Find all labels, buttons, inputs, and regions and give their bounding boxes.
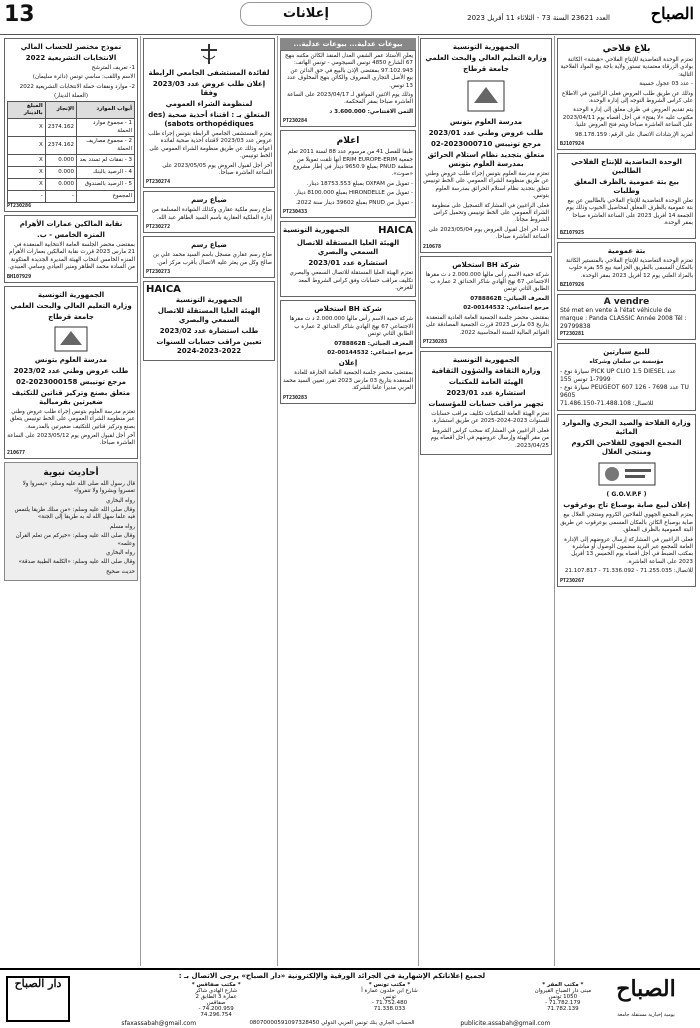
table-cell: 0.000 — [45, 155, 76, 167]
ad-auction — [557, 153, 696, 239]
haica-logo: HAICA — [378, 224, 413, 236]
column-3 — [280, 38, 416, 966]
page-footer — [0, 968, 700, 1027]
ad-text: بمقتضى محضر جلسة الجمعية العامة الخارقة للعادة المنعقدة بتاريخ 03 مارس 2023 تقرر تعيين السيد محمد العربي مديرا عاما للشركة. — [283, 370, 413, 392]
ad-text: وذلك يوم الاثنين الموافق لـ 2023/04/17 على الساعة العاشرة صباحا بمقر المحكمة. — [287, 92, 413, 106]
dar-assabah-logo: دار الصباح — [6, 976, 70, 1022]
office-name: * مكتب المقر * — [542, 982, 584, 988]
table-unit: (العملة الدينار) — [53, 93, 89, 100]
ad-text: - تمويل من OXFAM بمبلغ 18753.553 دينار. — [306, 180, 413, 187]
ad-header: وزارة التعليم العالي والبحث العلمي — [10, 301, 132, 310]
ad-text: وذلك عن طريق طلب العروض فعلى الراغبين في الاطلاع على كراس الشروط التوجه إلى إدارة الوحدة. — [561, 90, 693, 105]
ad-subtitle: مرجع تونيبس 2023000710-02 — [430, 140, 542, 148]
ad-subtitle: لمنظومة الشراء العمومي — [165, 100, 253, 108]
table-row — [8, 119, 135, 137]
table-header: الإنجاز — [45, 101, 76, 119]
table-cell: X — [8, 167, 46, 179]
ad-text: لمزيد الإرشادات الاتصال على الرقم: 98.178.159 — [575, 131, 693, 138]
school-logo-icon — [423, 76, 549, 116]
ad-text: 2- موارد ونفقات حملة الانتخابات التشريعية 2022 — [19, 83, 135, 90]
ad-title: طلب عروض وطني عدد 2023/02 — [13, 366, 129, 375]
ad-campaign-finance — [4, 38, 138, 212]
ad-subtitle: متعلق بصنع وتركيز قناتين للتكثيف ضغيرتين بقرمبالية — [11, 388, 131, 406]
ad-ref: PT230283 — [423, 338, 448, 345]
ad-cars-sale — [557, 343, 696, 411]
office-address: مبنى دار الصباح القيروان 1050 تونس — [534, 988, 592, 1000]
office-hq — [420, 982, 592, 1018]
ad-text: فعلى الراغبين في المشاركة إرسال عروضهم إلى الإدارة العامة للمجمع عبر البريد مضمون الوصول أو مباشرة بمكتب الضبط في أجل أقصاه يوم الخميس 13 أفريل 2023 على الساعة العاشرة. — [564, 536, 693, 565]
ad-text: آخر أجل لقبول العروض يوم 2023/05/05 على الساعة العاشرة صباحا. — [162, 162, 272, 177]
hadith-text: وقال صلى الله عليه وسلم: «من سلك طريقا يلتمس فيه علما سهل الله له به طريقا إلى الجنة» — [14, 506, 135, 521]
table-cell: 5 - الرصيد بالصندوق — [76, 179, 134, 191]
ad-text: تعتزم مدرسة العلوم بتونس إجراء طلب عروض وطني عن طريق منظومة الشراء العمومي على الخط تونيبس تتعلق بتجديد نظام استلام الحرائق بمدرسة العلوم بتونس. — [423, 171, 549, 200]
page-number: 13 — [4, 2, 35, 27]
column-divider — [277, 36, 278, 966]
column-4 — [143, 38, 275, 966]
ad-title: استشارة عدد 2023/01 — [308, 259, 388, 268]
ad-text: 1- تعريف المترشح — [91, 65, 135, 71]
ad-bh-recovery-2 — [280, 300, 416, 403]
ad-text: يتم تقديم العروض في ظرف مغلق إلى إدارة الوحدة مكتوب عليه «لا يفتح» في أجل أقصاه يوم 2023/04/11 على الساعة العاشرة صباحا ويتم فتح العروض علنيا. — [562, 107, 693, 129]
ad-libraries — [420, 351, 552, 455]
office-name: * مكتب صفاقس * — [191, 982, 241, 988]
ad-text: - تمويل من PNUD بمبلغ 39602 دينار سنة 2022. — [295, 199, 413, 206]
haica-logo: HAICA — [146, 284, 181, 296]
ad-title: شركة BH استخلاص — [314, 305, 382, 314]
ad-agri-notice — [557, 38, 696, 150]
ad-header: الجمهورية التونسية — [175, 296, 243, 305]
ad-title: وزارة الفلاحة والصيد البحري والموارد المائية — [562, 419, 691, 437]
ad-text: - سيارة نوع PICK UP CLIO 1.5 DIESEL عدد 7999-1 تونس 155 — [560, 368, 677, 384]
ad-title: إعلان لبيع صابة بوصباع تاج بوعرقوب — [563, 501, 690, 510]
footer-title: لجميع إعلاناتكم الإشهارية في الجرائد الورقية والإلكترونية «دار الصباح» يرجى الاتصال بـ : — [178, 972, 486, 980]
footer-logo: الصباح — [616, 976, 676, 1002]
ad-text: بمقتضى محضر جلسة الجمعية العامة العادية المنعقدة بتاريخ 03 مارس 2023 قررت الجمعية المصادقة على القوائم المالية للسنة المحاسبية 2022. — [425, 314, 549, 336]
table-cell: - — [45, 191, 76, 203]
column-divider — [554, 36, 555, 966]
ad-subtitle: المجمع الجهوي للفلاحين الكروم ومنتجي الغلال — [571, 439, 682, 457]
footer-email: sfaxassabah@gmail.com — [121, 1020, 197, 1027]
table-row — [8, 179, 135, 191]
ad-header: جامعة قرطاج — [463, 65, 509, 73]
ad-header: مدرسة العلوم بتونس — [449, 118, 523, 126]
gvpf-logo-icon — [560, 459, 693, 489]
table-header: المبلغ بالدينار — [8, 101, 46, 119]
ad-title: استشارة عدد 2023/01 — [446, 388, 526, 397]
ad-subtitle: تجهيز مراقب حسابات للمؤسسات — [428, 399, 544, 408]
ad-subtitle: مرجع تونيبس 2023000158-02 — [15, 377, 127, 386]
ad-judicial-sale — [280, 50, 416, 127]
ad-title: نموذج مختصر للحساب المالي — [20, 43, 122, 51]
ad-text: للاتصال: 71.488.108-71.486.150 — [560, 400, 654, 408]
table-cell: 2374.162 — [45, 119, 76, 137]
office-address: شارع الهادي شاكر عمارة 3 الطابق 2 صفاقس — [195, 988, 238, 1006]
ad-header: الجمهورية التونسية — [452, 355, 520, 364]
ad-ref: BZ107926 — [560, 281, 585, 288]
issue-info: العدد 23621 السنة 73 - الثلاثاء 11 أفريل 2023 — [467, 14, 610, 22]
ad-ref: PT230267 — [560, 577, 585, 584]
ad-header: الهيئة العامة للمكتبات — [448, 377, 524, 386]
ad-text: للاتصال: 71.255.035 - 71.336.092 - 21.107.817 — [564, 568, 693, 575]
ad-text: - عدد 03 عجول حسينة — [639, 81, 693, 88]
ad-haica-consult — [280, 221, 416, 297]
table-cell: 3 - نفقات لم تسدد بعد — [76, 155, 134, 167]
table-cell: 1 - مجموع موارد الحملة — [76, 119, 134, 137]
ad-ref: PT230273 — [146, 269, 171, 276]
ad-title: طلب استشارة عدد 2023/02 — [159, 327, 259, 336]
hospital-logo-icon — [146, 41, 272, 67]
table-cell: X — [8, 137, 46, 155]
ad-ref: PT230433 — [283, 209, 308, 216]
ad-ref: PT230272 — [146, 224, 171, 231]
column-divider — [418, 36, 419, 966]
ad-tender-condensers — [4, 286, 138, 459]
ad-title: شركة BH استخلاص — [452, 260, 520, 269]
hadith-text: وقال صلى الله عليه وسلم: «خيركم من تعلم القرآن وعلمه» — [15, 533, 135, 547]
page-header — [0, 0, 700, 35]
hadith-text: وقال صلى الله عليه وسلم: «الكلمة الطيبة صدقة» — [18, 559, 135, 566]
hadith-source: رواه البخاري — [105, 549, 135, 556]
ad-gvpf — [557, 414, 696, 586]
ad-text: الثمن الافتتاحي: 3.600.000 د — [329, 108, 413, 115]
table-header: أبواب الموارد — [76, 101, 134, 119]
ad-tender-fire-system — [420, 38, 552, 253]
ad-subtitle: المنزه الخامس - ب. — [37, 231, 105, 240]
ad-header: جامعة قرطاج — [48, 312, 94, 321]
ad-header: الجمهورية التونسية — [452, 43, 520, 51]
ad-text: تعتزم الهيئة العليا المستقلة للاتصال السمعي والبصري تكليف مراقب حسابات وفق كراس الشروط المعد للغرض. — [289, 270, 413, 291]
section-title: إعلانات — [240, 2, 372, 26]
hadith-source: رواه البخاري — [105, 497, 135, 504]
table-row — [8, 191, 135, 203]
ad-text: الاسم واللقب: ساسي تونس (دائرة سليمان) — [32, 74, 135, 81]
ad-title: للبيع سيارتين — [603, 347, 650, 356]
office-tunis — [246, 982, 418, 1018]
ad-text: يعتزم المستشفى الجامعي الرابطة بتونس إجراء طلب عروض عدد 2023/03 لاقتناء أحذية صحية لفائدة أعوانه وذلك عن طريق منظومة الشراء العمومي على الخط تونيبس. — [148, 131, 272, 160]
ad-text: تعتزم مدرسة العلوم بتونس إجراء طلب عروض وطني عبر منظومة الشراء العمومي على الخط تونيبس يتعلق بصنع وتركيز قناتين للتكثيف ضغيرتين بالمدرسة. — [10, 408, 135, 430]
table-cell: - — [8, 191, 46, 203]
ad-ref: 210677 — [7, 449, 26, 456]
ad-header: الجمهورية التونسية — [283, 226, 350, 235]
ad-header: الجمهورية التونسية — [37, 290, 105, 299]
ad-lost-deed-1 — [143, 191, 275, 233]
ad-title: الوحدة التعاضدية للإنتاج الفلاحي الطالبين — [571, 158, 682, 176]
office-phone: 74.200.959 - 74.296.754 — [198, 1006, 234, 1018]
hadith-source: حديث صحيح — [106, 568, 135, 575]
ad-haica-auditor — [143, 281, 275, 361]
ad-ref: PT230284 — [283, 118, 308, 125]
ad-text: شركة خفية الاسم رأس مالها 2.000.000 د ت مقرها الاجتماعي 67 نهج الهادي شاكر الحدائق 2 عمارة ب الطابق الثاني تونس — [289, 316, 413, 338]
ad-avendre — [557, 294, 696, 340]
ad-header: مدرسة العلوم بتونس — [34, 355, 108, 364]
footer-tagline: يومية إخبارية مستقلة جامعة — [617, 1012, 675, 1018]
ad-ref: BJ107924 — [560, 141, 585, 148]
ad-header: وزارة التعليم العالي والبحث العلمي — [425, 54, 547, 62]
table-row — [8, 155, 135, 167]
column-divider — [140, 36, 141, 966]
table-cell: 2374.162 — [45, 137, 76, 155]
school-logo-icon — [7, 324, 135, 354]
ad-header: الهيئة العليا المستقلة للاتصال السمعي والبصري — [157, 307, 261, 325]
newspaper-logo: الصباح — [650, 4, 694, 23]
ad-title: إعلان طلب عروض عدد 2023/03 وفقا — [152, 80, 266, 97]
ad-text: تعتزم الوحدة التعاضدية للإنتاج الفلاحي «هيشة» الكائنة بوادي الزرقاء معتمدية تستور ولاية باجة بيع المواد الفلاحية التالية: — [560, 57, 693, 78]
table-cell: 2 - مجموع مصاريف الحملة — [76, 137, 134, 155]
ad-bh-recovery — [420, 256, 552, 348]
table-cell: 0.000 — [45, 167, 76, 179]
ad-text: - سيارة نوع PEUGEOT 607 عدد 7698 - 126 TU 9605 — [560, 384, 689, 400]
ad-ref: PT230283 — [283, 394, 308, 401]
ad-text: تعلن الوحدة التعاضدية للإنتاج الفلاحي بالطالبين عن بيع بتة عمومية بالظرف المغلق لمحاصيل الحبوب وذلك يوم الجمعة 14 أفريل 2023 على الساعة العاشرة صباحا بمقر الوحدة. — [565, 198, 693, 227]
hadith-text: قال رسول الله صلى الله عليه وسلم: «يسروا ولا تعسروا وبشروا ولا تنفروا» — [22, 480, 135, 495]
ad-announcement — [280, 130, 416, 218]
footer-email: publicite.assabah@gmail.com — [460, 1020, 551, 1027]
ad-title: A vendre — [603, 296, 650, 307]
ad-public-sale — [557, 242, 696, 291]
ad-acronym: ( G.O.V.P.F ) — [606, 491, 647, 499]
office-name: * مكتب تونس * — [368, 982, 411, 988]
ad-text: Sté met en vente à l'état véhicule de marque : Panda CLASSIC Année 2008 Tél : 29799838 — [560, 306, 687, 330]
ad-text: فعلى الراغبين في المشاركة سحب كراس الشروط من مقر الهيئة وإرسال عروضهم في أجل أقصاه يوم 2023/04/25. — [430, 427, 549, 449]
ad-text: شركة خفية الاسم رأس مالها 2.000.000 د ت مقرها الاجتماعي 67 نهج الهادي شاكر الحدائق 2 عمارة ب الطابق الثاني تونس — [425, 271, 549, 293]
table-cell: 4 - الرصيد بالبنك — [76, 167, 134, 179]
ad-lost-deed-2 — [143, 236, 275, 278]
ad-syndicate — [4, 215, 138, 283]
ad-ref: PT230286 — [7, 203, 32, 210]
table-row — [8, 167, 135, 179]
ad-ref: BH107929 — [7, 273, 32, 280]
ad-title: نقابة المالكين عمارات الأهرام — [19, 220, 123, 229]
table-cell: X — [8, 119, 46, 137]
hadith-title: أحاديث نبوية — [43, 467, 99, 478]
ad-text: المعرف الجبائي: 0788862B — [334, 340, 413, 347]
ad-title: بتة عمومية — [607, 246, 646, 255]
ad-ref: BZ107925 — [560, 229, 585, 236]
ad-header: لفائدة المستشفى الجامعي الرابطة — [148, 69, 270, 77]
table-cell: X — [8, 179, 46, 191]
ad-subtitle: بيع بتة عمومية بالظرف المغلق وطلبات — [573, 178, 680, 196]
ad-text: مؤسسة بن سلمان وشركاه — [589, 358, 664, 365]
ad-text: مرجع اجتماعي: 00144532-02 — [463, 305, 549, 312]
ad-subtitle: متعلق بتجديد نظام استلام الحرائق بمدرسة العلوم بتونس — [427, 151, 545, 168]
office-sfax — [73, 982, 245, 1018]
ad-text: حدد آخر أجل لقبول العروض يوم 2023/05/04 على الساعة العاشرة صباحا. — [428, 226, 549, 241]
column-2 — [420, 38, 552, 966]
ad-header: وزارة الثقافة والشؤون الثقافية — [431, 366, 541, 375]
table-row — [8, 137, 135, 155]
ad-ref: PT230274 — [146, 179, 171, 186]
table-cell: X — [8, 155, 46, 167]
ad-subtitle: إعلان — [338, 359, 358, 368]
hadith-source: رواه مسلم — [109, 523, 135, 530]
finance-table — [7, 101, 135, 203]
footer-bank-account: الحساب الجاري بنك تونس العربي الدولي 08070000591097328450 — [249, 1020, 415, 1026]
column-1 — [557, 38, 696, 966]
ad-text: تعتزم الوحدة التعاضدية للإنتاج الفلاحي بالمنستير الكائنة بالمكان المسمى بالطريق الحزامية بيع 55 بقرة حلوب بالمزاد العلني يوم 12 أفريل 2023 بمقر الوحدة. — [565, 257, 693, 279]
ad-text: مرجع اجتماعي: 00144532-02 — [327, 349, 413, 356]
ad-text: ضاع رسم ملكية عقاري وكذلك الشهادة المسلمة من إدارة الملكية العقارية باسم السيد الطاهر عبد الله. — [151, 207, 272, 221]
ad-text: يعتزم المجمع الجهوي للفلاحين الكروم ومنتجي الغلال بيع صابة بوصباع الكائن بالمكان المسمى بوعرقوب عن طريق البتة العمومية بالظرف المغلق. — [560, 512, 693, 534]
ad-header: الهيئة العليا المستقلة للاتصال السمعي والبصري — [296, 239, 400, 257]
table-cell: المجموع — [76, 191, 134, 203]
ad-subtitle: الانتخابات التشريعية 2022 — [25, 54, 117, 62]
ad-text: تعتزم الهيئة العامة للمكتبات تكليف مراقب حسابات للسنوات 2023-2024-2025 عن طريق استشارة. — [431, 410, 549, 425]
column-5 — [4, 38, 138, 966]
table-cell: 0.000 — [45, 179, 76, 191]
hadith-box — [4, 462, 138, 581]
office-address: شارع ابن خلدون عمارة أ تونس — [361, 988, 418, 1000]
ad-ref: 210678 — [423, 243, 442, 250]
ad-text: آخر أجل لقبول العروض يوم 2023/05/12 على الساعة العاشرة صباحا. — [7, 432, 135, 447]
ad-text: بمقتضى محضر الجلسة العامة الانتخابية المنعقدة في 21 مارس 2023 قررت نقابة المالكين بعمارات الأهرام المنزه الخامس انتخاب الهيئة المديرة الجديدة المتكونة من السادة محمد الطاهر ومنير العيادي وسامي العبيدي. — [8, 242, 135, 271]
ad-text: طبقا للفصل 41 من مرسوم عدد 88 لسنة 2011 تعلم جمعية ERIM EUROPE-ERIM أنها تلقت تمويلا من منظمة PNUD بمبلغ 9650.9 دينار في إطار مشروع «صوت». — [287, 149, 413, 178]
ad-title: ضياع رسم — [191, 196, 227, 205]
ad-subtitle: المتعلق بـ : اقتناء أحذية صحية (des sabots orthopédiques) — [148, 111, 270, 128]
judicial-sales-banner: بيوعات عدلية... بيوعات عدلية... — [280, 38, 416, 50]
ad-text: يعلن الأستاذ عمر الشفي العدل المنفذ الكائن مكتبه بنهج 67 الشارع 4850 تونس السيجومي - تونس الهاتف: 97.102.943 بمقتضى الإذن بالبيع في حق الدائن عن بيع الأصل التجاري المعروف والكائن بنهج المخلوف عدد 13 تونس. — [285, 53, 413, 89]
ad-text: ضاع رسم عقاري مسجل باسم السيد محمد علي بن صالح وكل من يعثر عليه الاتصال بأقرب مركز أمن. — [153, 252, 272, 266]
ad-text: فعلى الراغبين في المشاركة التسجيل على منظومة الشراء العمومي على الخط تونيبس وتحميل كراس الشروط مجانا. — [431, 202, 549, 224]
ad-title: بلاغ فلاحي — [602, 44, 651, 54]
footer-contacts — [72, 972, 592, 1027]
ad-title: ضياع رسم — [191, 241, 227, 250]
ad-title: اعلام — [336, 136, 360, 147]
ad-text: - تمويل من HIRONDELLE بمبلغ 8100.000 دينار. — [293, 190, 413, 197]
ad-hospital-tender — [143, 38, 275, 188]
office-phone: 71.782.179 - 71.782.139 — [545, 1000, 581, 1012]
ad-ref: PT230281 — [560, 330, 585, 337]
office-phone: 71.752.480 - 71.338.033 — [371, 1000, 408, 1012]
ad-subtitle: تعيين مراقب حسابات للسنوات 2022-2023-2024 — [156, 338, 262, 356]
ad-title: طلب عروض وطني عدد 2023/01 — [428, 129, 544, 137]
ad-text: المعرف الجبائي: 0788862B — [470, 295, 549, 302]
